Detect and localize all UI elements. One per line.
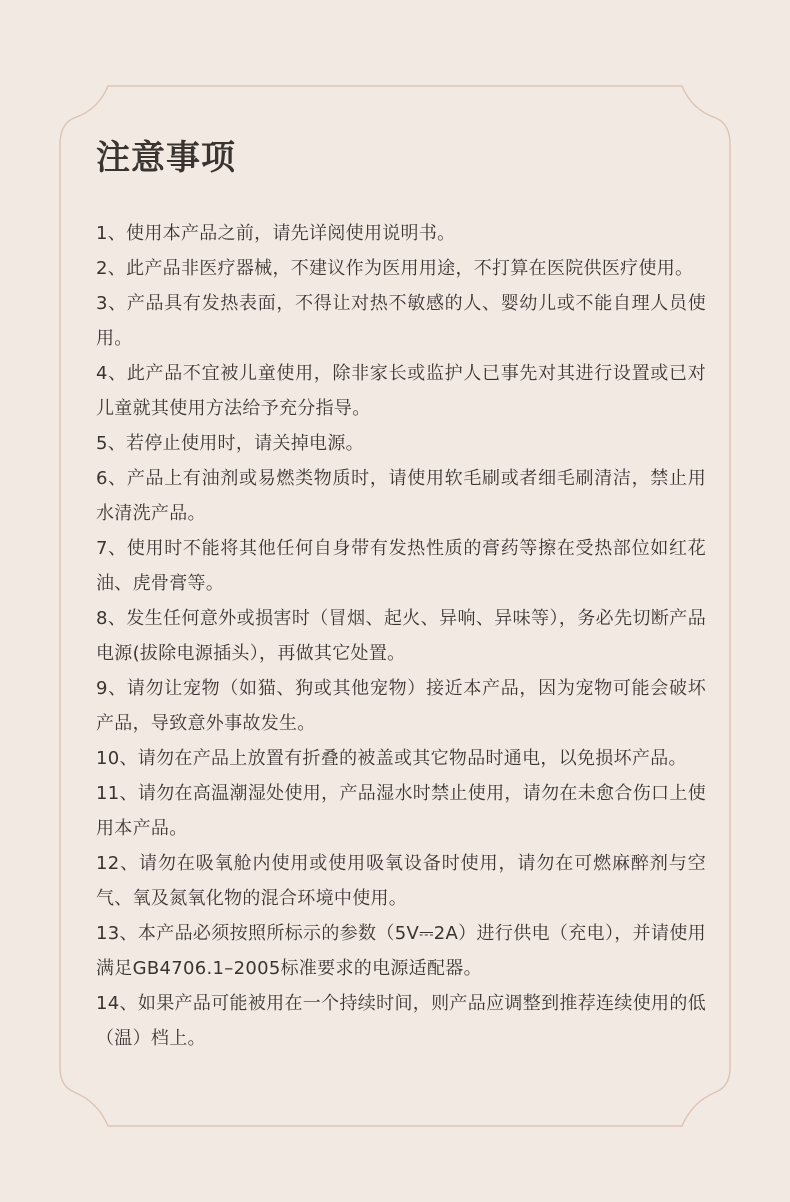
- notice-item-2: 2、此产品非医疗器械，不建议作为医用用途，不打算在医院供医疗使用。: [96, 258, 694, 279]
- page-title: 注意事项: [96, 138, 236, 178]
- notice-item-3: 3、产品具有发热表面，不得让对热不敏感的人、婴幼儿或不能自理人员使用。: [96, 293, 706, 349]
- notice-item-10: 10、请勿在产品上放置有折叠的被盖或其它物品时通电，以免损坏产品。: [96, 748, 687, 769]
- notice-item-14: 14、如果产品可能被用在一个持续时间，则产品应调整到推荐连续使用的低（温）档上。: [96, 993, 706, 1049]
- notice-item-12: 12、请勿在吸氧舱内使用或使用吸氧设备时使用，请勿在可燃麻醉剂与空气、氧及氮氧化物的混合环境中使用。: [96, 853, 706, 909]
- notice-list: [96, 216, 706, 1056]
- notice-item-4: 4、此产品不宜被儿童使用，除非家长或监护人已事先对其进行设置或已对儿童就其使用方法给予充分指导。: [96, 363, 706, 419]
- notice-item-1: 1、使用本产品之前，请先详阅使用说明书。: [96, 223, 456, 244]
- notice-item-9: 9、请勿让宠物（如猫、狗或其他宠物）接近本产品，因为宠物可能会破坏产品，导致意外事故发生。: [96, 678, 706, 734]
- notice-item-13: 13、本产品必须按照所标示的参数（5V⎓2A）进行供电（充电），并请使用满足GB4706.1–2005标准要求的电源适配器。: [96, 923, 706, 979]
- notice-item-11: 11、请勿在高温潮湿处使用，产品湿水时禁止使用，请勿在未愈合伤口上使用本产品。: [96, 783, 706, 839]
- notice-item-8: 8、发生任何意外或损害时（冒烟、起火、异响、异味等），务必先切断产品电源(拔除电源插头），再做其它处置。: [96, 608, 706, 664]
- notice-panel: [96, 136, 706, 1056]
- notice-item-7: 7、使用时不能将其他任何自身带有发热性质的膏药等擦在受热部位如红花油、虎骨膏等。: [96, 538, 706, 594]
- notice-item-6: 6、产品上有油剂或易燃类物质时，请使用软毛刷或者细毛刷清洁，禁止用水清洗产品。: [96, 468, 706, 524]
- notice-item-5: 5、若停止使用时，请关掉电源。: [96, 433, 364, 454]
